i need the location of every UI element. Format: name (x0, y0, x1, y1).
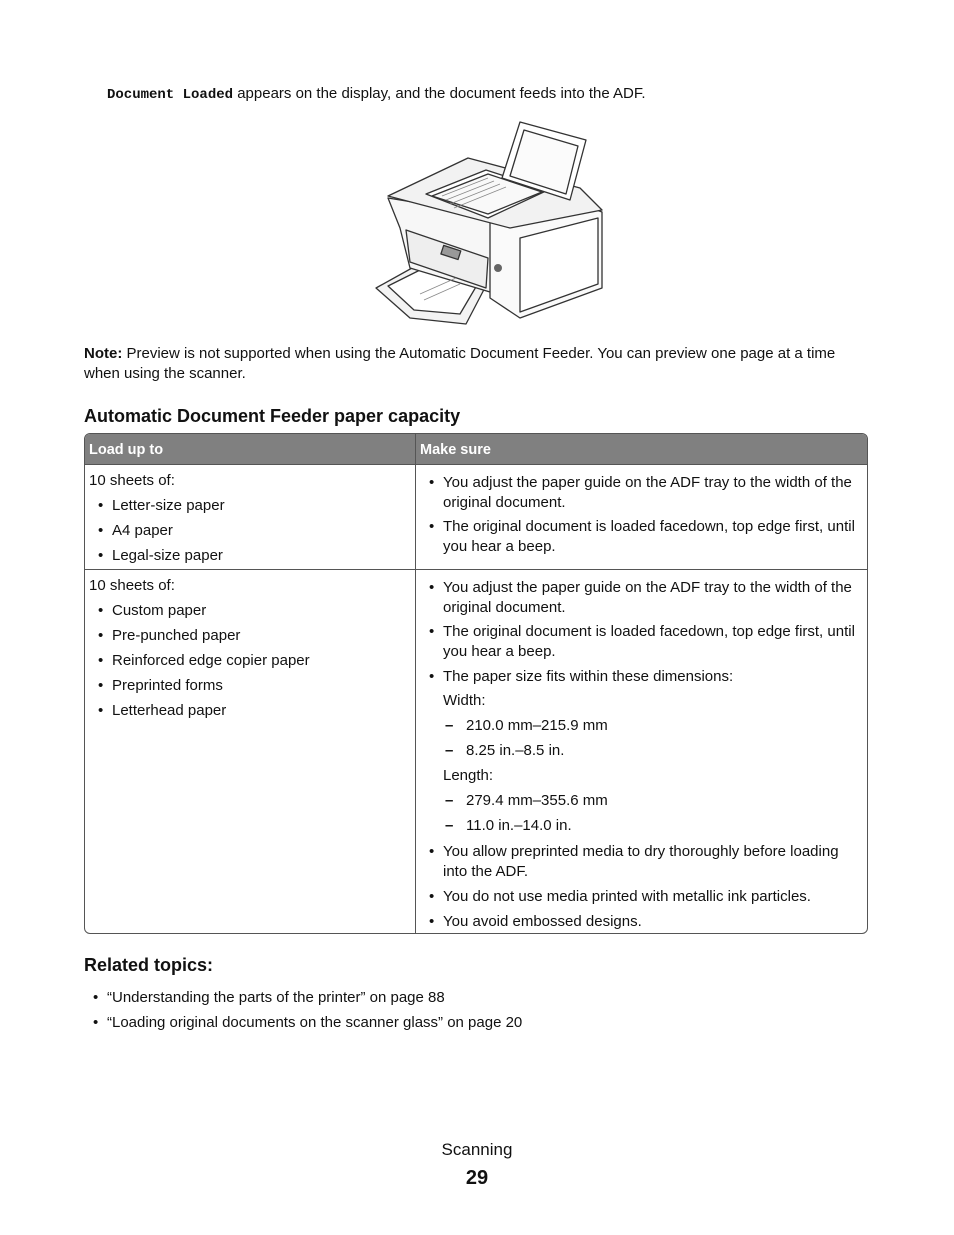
dimension-value: – 210.0 mm–215.9 mm (443, 716, 866, 736)
table-header (85, 434, 867, 464)
load-amount: 10 sheets of: (89, 577, 175, 594)
section-title: Automatic Document Feeder paper capacity (84, 406, 461, 426)
list-item: • You avoid embossed designs. (420, 912, 866, 932)
printer-adf-illustration (370, 118, 610, 330)
display-message-code: Document Loaded (107, 87, 234, 103)
table-row-1-make-sure (420, 473, 866, 557)
list-item: • You adjust the paper guide on the ADF tray to the width of the original document. (420, 578, 866, 618)
related-topics-title: Related topics: (84, 955, 214, 975)
row-divider (85, 464, 867, 465)
note-label: Note: (84, 345, 123, 362)
table-row-2-load (89, 576, 409, 721)
dimension-value: – 8.25 in.–8.5 in. (443, 741, 866, 761)
row-divider (85, 569, 867, 570)
list-item: • Reinforced edge copier paper (89, 651, 409, 671)
list-item: • The original document is loaded facedown, top edge first, until you hear a beep. (420, 517, 866, 557)
load-amount: 10 sheets of: (89, 472, 175, 489)
width-values (420, 716, 866, 761)
dimension-value: – 11.0 in.–14.0 in. (443, 816, 866, 836)
list-item: • A4 paper (89, 521, 409, 541)
list-item: • The original document is loaded facedown, top edge first, until you hear a beep. (420, 622, 866, 662)
header-make-sure: Make sure (420, 442, 491, 458)
list-item: • Preprinted forms (89, 676, 409, 696)
list-item: • You adjust the paper guide on the ADF tray to the width of the original document. (420, 473, 866, 513)
related-link[interactable]: • “Loading original documents on the scanner glass” on page 20 (84, 1010, 522, 1035)
related-link[interactable]: • “Understanding the parts of the printer” on page 88 (84, 985, 522, 1010)
list-item: • Pre-punched paper (89, 626, 409, 646)
list-item: • Custom paper (89, 601, 409, 621)
adf-capacity-table (84, 433, 868, 934)
dimension-value: – 279.4 mm–355.6 mm (443, 791, 866, 811)
page-number: 29 (465, 1167, 489, 1189)
note-text: Preview is not supported when using the Automatic Document Feeder. You can preview one page at a time when using the scanner. (84, 345, 836, 382)
list-item: • You do not use media printed with metallic ink particles. (420, 887, 866, 907)
list-item: • Legal-size paper (89, 546, 409, 566)
column-divider (415, 434, 416, 933)
related-topics-list (84, 985, 522, 1035)
printer-icon (370, 118, 610, 330)
list-item: • Letterhead paper (89, 701, 409, 721)
note-paragraph (84, 344, 874, 384)
list-item: • You allow preprinted media to dry thoroughly before loading into the ADF. (420, 842, 866, 882)
width-label: Width: (443, 692, 486, 709)
table-row-1-load (89, 471, 409, 566)
length-label: Length: (443, 767, 494, 784)
length-values (420, 791, 866, 836)
footer-section-title: Scanning (441, 1140, 513, 1159)
intro-text: appears on the display, and the document feeds into the ADF. (233, 85, 646, 102)
intro-line (107, 84, 646, 105)
list-item: • The paper size fits within these dimensions: (420, 667, 866, 687)
table-row-2-make-sure (420, 578, 866, 932)
header-load-up-to: Load up to (89, 442, 164, 458)
list-item: • Letter-size paper (89, 496, 409, 516)
